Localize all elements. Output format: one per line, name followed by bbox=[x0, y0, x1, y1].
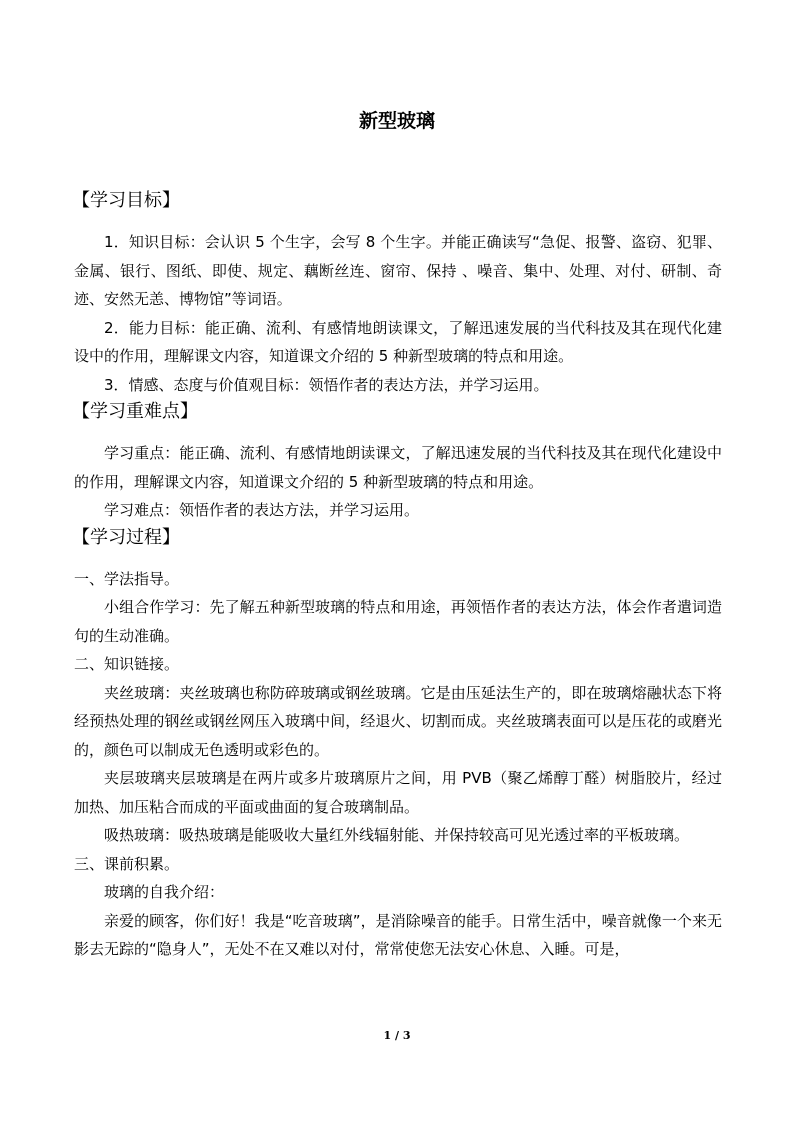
wired-glass-text: 夹丝玻璃：夹丝玻璃也称防碎玻璃或钢丝玻璃。它是由压延法生产的，即在玻璃熔融状态下将经预热处理的钢丝或钢丝网压入玻璃中间，经退火、切割而成。夹丝玻璃表面可以是压花的或磨光的，颜色可以制成无色透明或彩色的。 bbox=[74, 683, 722, 759]
heading-learning-goals: 【学习目标】 bbox=[72, 190, 180, 211]
document-body bbox=[74, 188, 722, 964]
page-number: 1 / 3 bbox=[383, 1029, 411, 1042]
heat-absorbing-glass-text: 吸热玻璃：吸热玻璃是能吸收大量红外线辐射能、并保持较高可见光透过率的平板玻璃。 bbox=[104, 826, 690, 844]
heading-key-points: 【学习重难点】 bbox=[72, 401, 198, 422]
heading-learning-process: 【学习过程】 bbox=[72, 526, 180, 548]
method-text: 小组合作学习：先了解五种新型玻璃的特点和用途，再领悟作者的表达方法，体会作者遣词造句的生动准确。 bbox=[74, 598, 722, 645]
page-title: 新型玻璃 bbox=[358, 110, 435, 132]
subsection-knowledge-link: 二、知识链接。 bbox=[74, 655, 180, 673]
glass-intro-text: 亲爱的顾客，你们好！我是“吃音玻璃”，是消除噪音的能手。日常生活中，噪音就像一个来无影去无踪的“隐身人”，无处不在又难以对付，常常使您无法安心休息、入睡。可是， bbox=[74, 911, 722, 958]
laminated-glass-text: 夹层玻璃夹层玻璃是在两片或多片玻璃原片之间，用 PVB（聚乙烯醇丁醛）树脂胶片，经过加热、加压粘合而成的平面或曲面的复合玻璃制品。 bbox=[74, 769, 722, 816]
key-point: 学习重点：能正确、流利、有感情地朗读课文，了解迅速发展的当代科技及其在现代化建设中的作用，理解课文内容，知道课文介绍的 5 种新型玻璃的特点和用途。 bbox=[74, 444, 722, 491]
difficult-point: 学习难点：领悟作者的表达方法，并学习运用。 bbox=[104, 501, 420, 519]
goal-knowledge: 1．知识目标：会认识 5 个生字，会写 8 个生字。并能正确读写“急促、报警、盗窃、犯罪、金属、银行、图纸、即使、规定、藕断丝连、窗帘、保持 、噪音、集中、处理、对付、研制、奇迹、安然无恙、博物馆”等词语。 bbox=[74, 233, 722, 308]
subsection-accumulation: 三、课前积累。 bbox=[74, 854, 180, 873]
goal-attitude: 3．情感、态度与价值观目标：领悟作者的表达方法，并学习运用。 bbox=[104, 375, 549, 394]
glass-intro-label: 玻璃的自我介绍： bbox=[104, 883, 225, 901]
subsection-method: 一、学法指导。 bbox=[74, 569, 180, 588]
goal-ability: 2．能力目标：能正确、流利、有感情地朗读课文，了解迅速发展的当代科技及其在现代化建设中的作用，理解课文内容，知道课文介绍的 5 种新型玻璃的特点和用途。 bbox=[74, 318, 722, 365]
